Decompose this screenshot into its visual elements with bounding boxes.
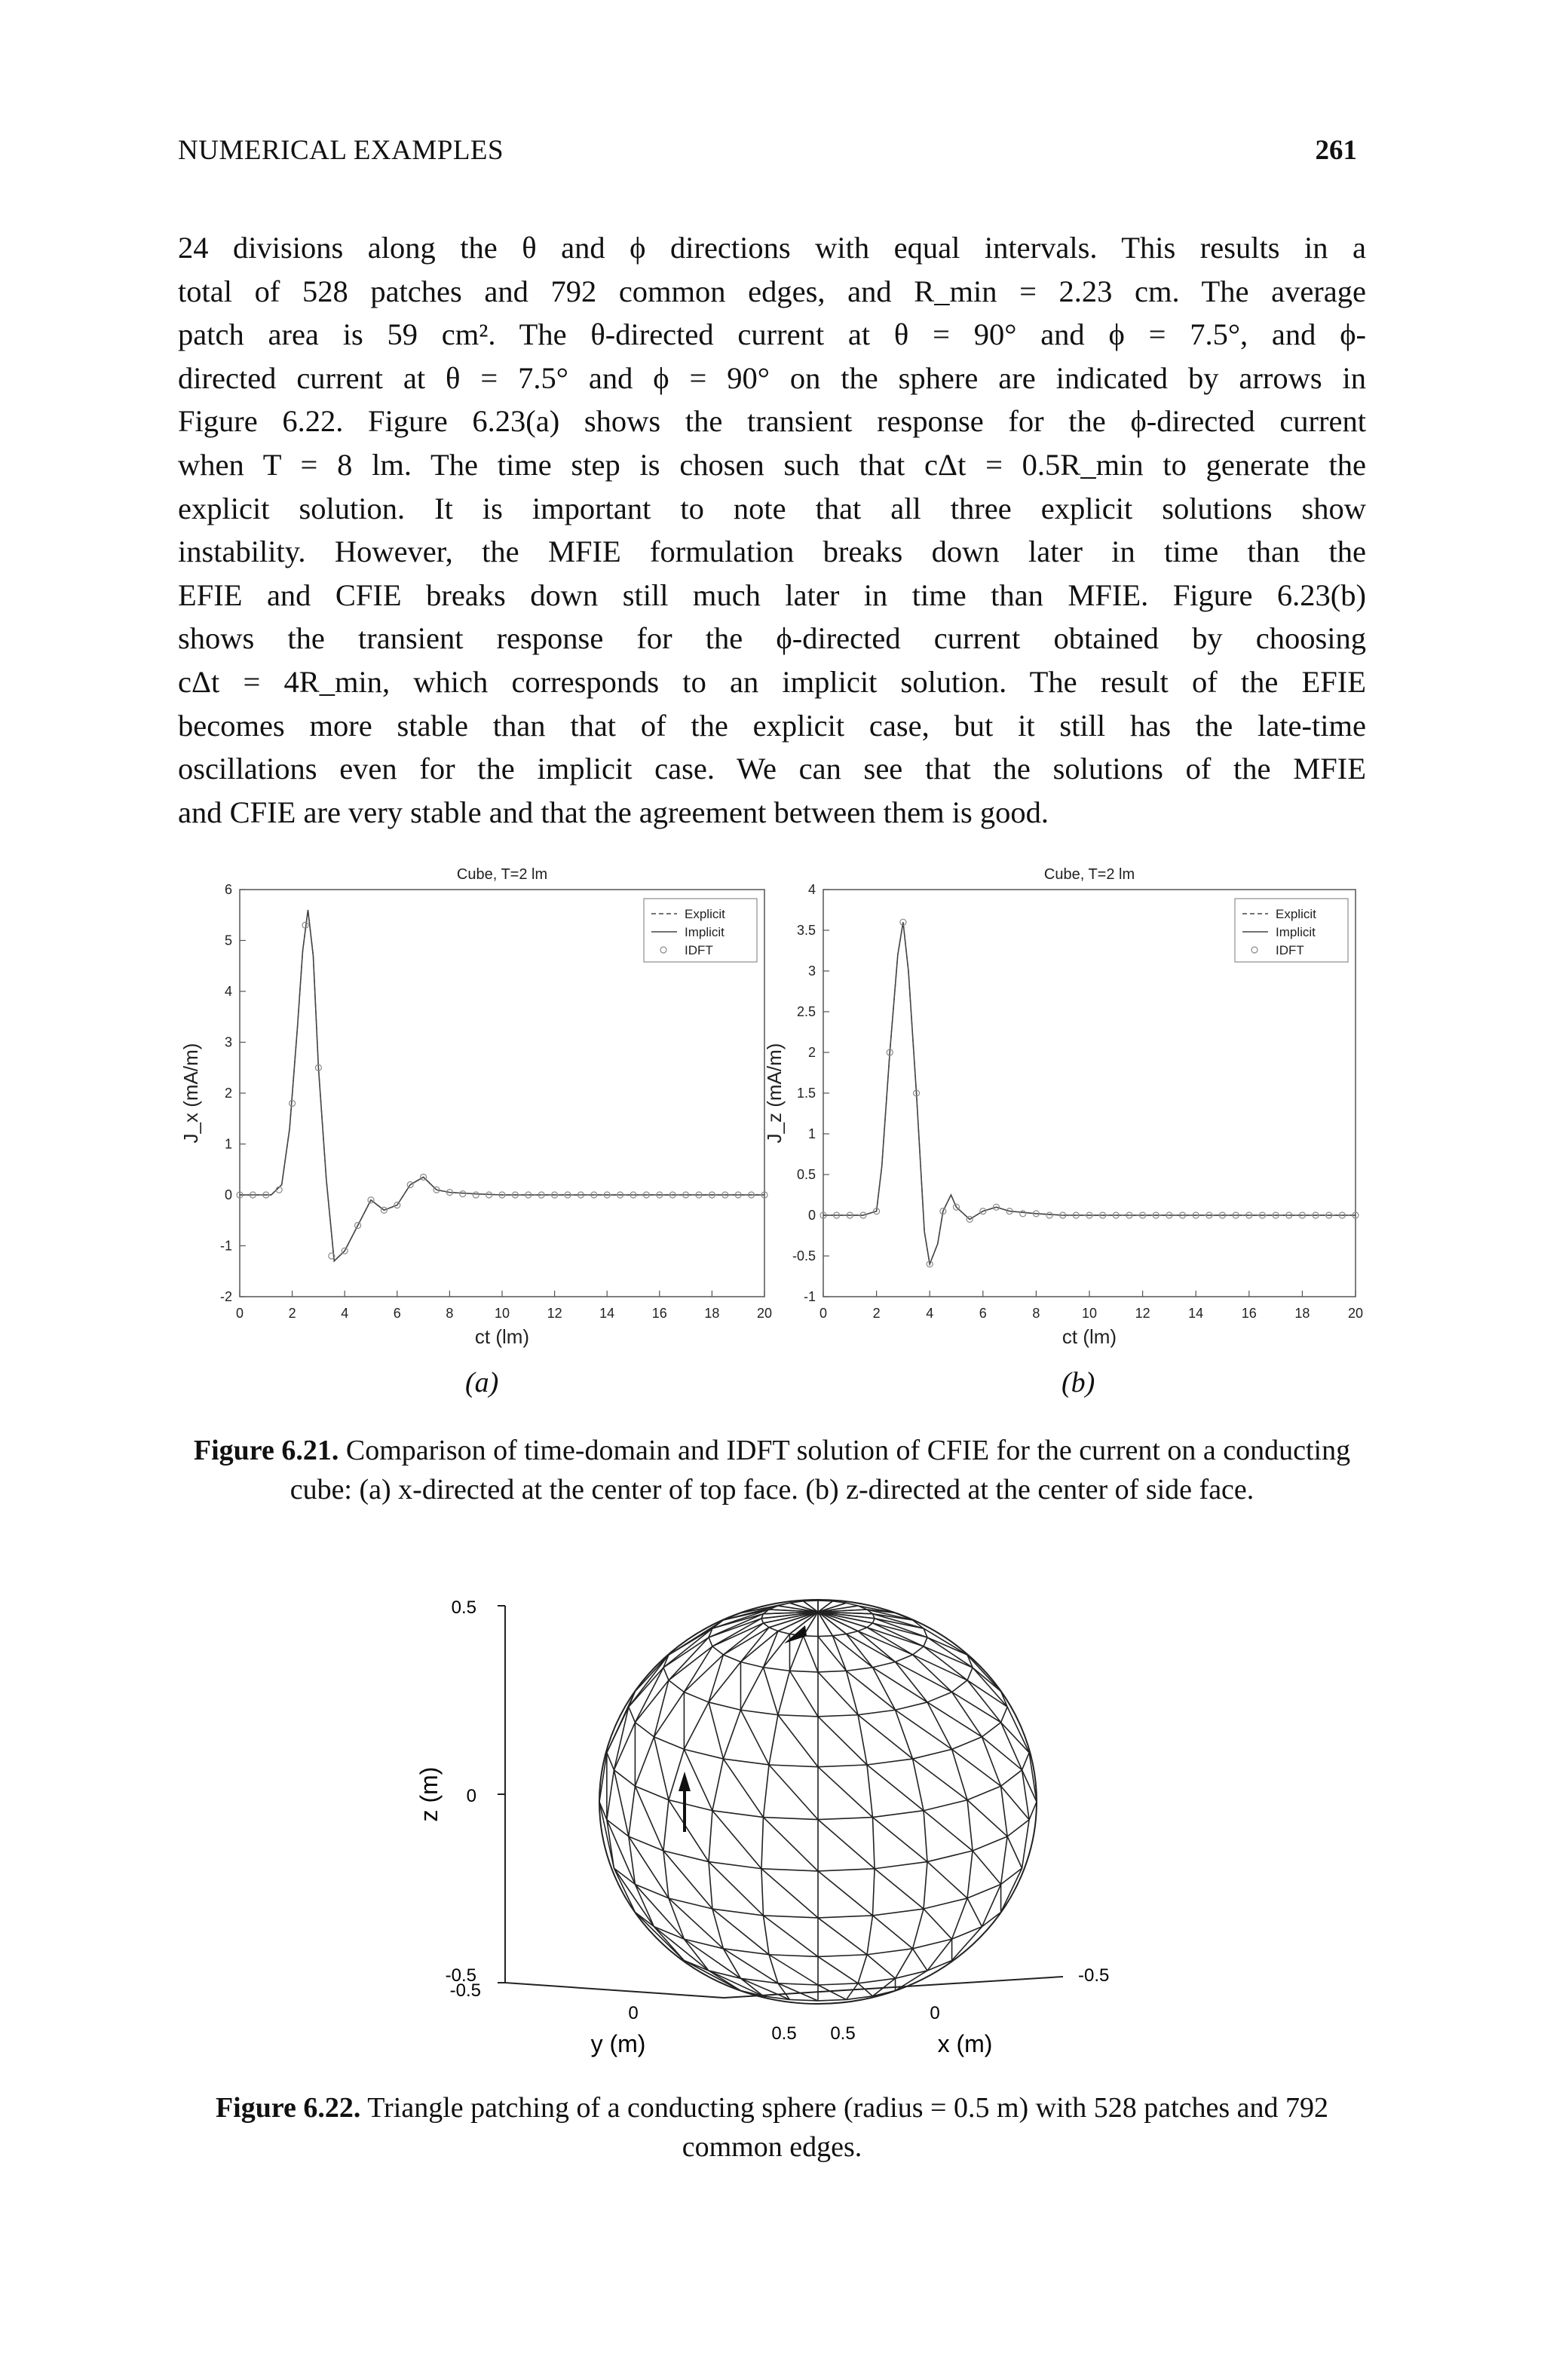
mesh-diagonal bbox=[723, 1759, 763, 1818]
mesh-diagonal bbox=[973, 1851, 1001, 1885]
mesh-edge bbox=[818, 1983, 858, 1985]
legend-entry: Implicit bbox=[685, 925, 725, 939]
mesh-diagonal bbox=[684, 1749, 712, 1810]
x-tick-label: 8 bbox=[446, 1306, 454, 1321]
mesh-diagonal bbox=[818, 1820, 875, 1869]
mesh-diagonal bbox=[663, 1628, 712, 1668]
y-tick-label: 3 bbox=[224, 1034, 232, 1050]
mesh-edge bbox=[873, 1818, 875, 1869]
x-tick-label: 2 bbox=[288, 1306, 296, 1321]
y-tick-label: 5 bbox=[224, 933, 232, 948]
mesh-diagonal bbox=[712, 1811, 761, 1869]
mesh-edge bbox=[896, 1971, 927, 1978]
mesh-edge bbox=[913, 1749, 952, 1759]
mesh-edge bbox=[913, 1646, 924, 1655]
mesh-diagonal bbox=[867, 1955, 896, 1979]
mesh-diagonal bbox=[927, 1862, 967, 1898]
mesh-edge bbox=[873, 1869, 875, 1916]
figure-6-22-caption-label: Figure 6.22. bbox=[215, 2092, 361, 2124]
mesh-edge bbox=[858, 1955, 867, 1983]
mesh-diagonal bbox=[927, 1637, 967, 1655]
body-line: directed current at θ = 7.5° and ϕ = 90° on the sphere are indicated by arrows in bbox=[178, 360, 1366, 395]
mesh-edge bbox=[896, 1971, 927, 1991]
figure-6-21a-chart bbox=[178, 859, 781, 1357]
mesh-edge bbox=[847, 1983, 859, 2000]
series-implicit-line bbox=[240, 910, 764, 1261]
y-tick-mid: 0 bbox=[628, 2003, 639, 2023]
x-tick-mid: 0 bbox=[930, 2003, 940, 2023]
mesh-edge bbox=[924, 1637, 927, 1646]
mesh-edge bbox=[1022, 1820, 1030, 1868]
mesh-diagonal bbox=[629, 1836, 669, 1898]
chart-title: Cube, T=2 lm bbox=[456, 866, 548, 883]
y-axis-label: J_x (mA/m) bbox=[179, 1043, 202, 1144]
mesh-edge bbox=[982, 1723, 1001, 1737]
mesh-edge bbox=[709, 1862, 761, 1869]
x-tick-label: 16 bbox=[651, 1306, 667, 1321]
mesh-edge bbox=[684, 1692, 709, 1702]
x-tick-left: 0.5 bbox=[830, 2023, 856, 2044]
x-tick-label: 14 bbox=[599, 1306, 615, 1321]
series-idft-point bbox=[473, 1192, 479, 1198]
figure-6-22-sphere-plot bbox=[392, 1583, 1161, 2066]
x-tick-label: 16 bbox=[1241, 1306, 1257, 1321]
mesh-edge bbox=[709, 1637, 712, 1646]
mesh-edge bbox=[858, 1628, 867, 1631]
mesh-edge bbox=[614, 1868, 635, 1912]
x-tick-label: 18 bbox=[704, 1306, 720, 1321]
body-line: total of 528 patches and 792 common edges, and R_min = 2.23 cm. The average bbox=[178, 274, 1366, 308]
mesh-diagonal bbox=[818, 1956, 858, 1983]
mesh-edge bbox=[847, 1631, 859, 1634]
x-tick-label: 10 bbox=[1081, 1306, 1098, 1321]
mesh-edge bbox=[778, 1671, 790, 1714]
mesh-edge bbox=[952, 1737, 982, 1749]
mesh-edge bbox=[867, 1765, 872, 1818]
mesh-edge bbox=[924, 1862, 927, 1909]
mesh-edge bbox=[635, 1723, 654, 1737]
body-line: EFIE and CFIE breaks down still much later in time than MFIE. Figure 6.23(b) bbox=[178, 577, 1366, 612]
mesh-diagonal bbox=[873, 1818, 928, 1862]
y-axis-label: J_z (mA/m) bbox=[763, 1043, 786, 1144]
mesh-edge bbox=[712, 1909, 723, 1949]
mesh-edge bbox=[967, 1800, 973, 1851]
mesh-edge bbox=[927, 1692, 952, 1702]
mesh-diagonal bbox=[967, 1800, 1007, 1836]
legend-entry: IDFT bbox=[1276, 943, 1304, 957]
mesh-edge bbox=[764, 1623, 769, 1628]
mesh-edge bbox=[952, 1898, 967, 1939]
mesh-edge bbox=[1001, 1868, 1022, 1912]
mesh-edge bbox=[712, 1811, 764, 1818]
mesh-edge bbox=[1001, 1707, 1008, 1723]
mesh-edge bbox=[764, 1916, 819, 1918]
mesh-edge bbox=[669, 1749, 684, 1800]
mesh-diagonal bbox=[789, 1671, 818, 1717]
mesh-edge bbox=[663, 1668, 669, 1680]
y-tick-right: 0.5 bbox=[771, 2023, 797, 2044]
mesh-edge bbox=[927, 1851, 973, 1862]
mesh-edge bbox=[764, 1818, 819, 1820]
mesh-edge bbox=[867, 1916, 872, 1955]
mesh-edge bbox=[873, 1662, 896, 1667]
mesh-diagonal bbox=[769, 1955, 818, 1985]
body-line: oscillations even for the implicit case. We can see that the solutions of the MFIE bbox=[178, 752, 1366, 786]
mesh-edge bbox=[761, 1619, 764, 1623]
mesh-edge bbox=[709, 1971, 740, 1991]
sphere-triangle-mesh bbox=[599, 1600, 1037, 2004]
mesh-edge bbox=[818, 1916, 873, 1918]
mesh-edge bbox=[761, 1818, 764, 1869]
mesh-diagonal bbox=[873, 1668, 928, 1702]
x-tick-label: 12 bbox=[1135, 1306, 1150, 1321]
x-axis-label: ct (lm) bbox=[1062, 1325, 1117, 1348]
mesh-edge bbox=[832, 1634, 846, 1635]
y-tick-label: 3.5 bbox=[796, 923, 816, 938]
mesh-diagonal bbox=[1007, 1836, 1022, 1868]
mesh-diagonal bbox=[764, 1916, 819, 1957]
mesh-edge bbox=[764, 1765, 769, 1818]
mesh-edge bbox=[635, 1737, 654, 1786]
y-tick-label: 1.5 bbox=[796, 1086, 816, 1101]
series-explicit-line bbox=[240, 910, 764, 1261]
theta-current-arrow bbox=[679, 1772, 691, 1832]
mesh-edge bbox=[924, 1898, 967, 1909]
mesh-edge bbox=[769, 1715, 778, 1765]
z-tick-bottom: -0.5 bbox=[445, 1965, 476, 1986]
mesh-edge bbox=[761, 1869, 818, 1871]
mesh-edge bbox=[818, 1715, 858, 1717]
mesh-edge bbox=[913, 1909, 924, 1949]
mesh-edge bbox=[654, 1927, 685, 1961]
mesh-diagonal bbox=[867, 1628, 924, 1646]
mesh-edge bbox=[818, 1999, 847, 2001]
y-tick-label: -0.5 bbox=[792, 1248, 816, 1264]
mesh-diagonal bbox=[847, 1634, 896, 1662]
mesh-diagonal bbox=[927, 1702, 982, 1737]
y-tick-label: 0.5 bbox=[796, 1167, 816, 1182]
mesh-edge bbox=[1001, 1836, 1008, 1885]
subfigure-b-label: (b) bbox=[1062, 1367, 1095, 1398]
y-tick-label: 2 bbox=[807, 1045, 816, 1060]
mesh-edge bbox=[867, 1623, 872, 1628]
mesh-edge bbox=[1022, 1753, 1030, 1770]
x-tick-label: 6 bbox=[979, 1306, 987, 1321]
mesh-edge bbox=[875, 1862, 927, 1869]
body-line: 24 divisions along the θ and ϕ directions with equal intervals. This results in a bbox=[178, 231, 1366, 265]
mesh-diagonal bbox=[875, 1869, 924, 1909]
x-tick-right: -0.5 bbox=[1078, 1965, 1110, 1986]
body-line: explicit solution. It is important to note that all three explicit solutions show bbox=[178, 491, 1366, 525]
mesh-edge bbox=[1007, 1820, 1029, 1836]
mesh-edge bbox=[769, 1765, 818, 1767]
x-tick-label: 0 bbox=[819, 1306, 828, 1321]
mesh-edge bbox=[709, 1662, 740, 1702]
mesh-edge bbox=[789, 1999, 818, 2001]
mesh-edge bbox=[952, 1749, 967, 1800]
mesh-diagonal bbox=[723, 1949, 777, 1983]
running-head: NUMERICAL EXAMPLES bbox=[178, 135, 504, 166]
chart-title: Cube, T=2 lm bbox=[1043, 866, 1135, 883]
body-line: becomes more stable than that of the explicit case, but it still has the late-time bbox=[178, 708, 1366, 743]
mesh-edge bbox=[769, 1628, 778, 1631]
series-explicit-line bbox=[823, 922, 1356, 1264]
y-tick-label: -2 bbox=[219, 1289, 232, 1304]
body-line: shows the transient response for the ϕ-directed current obtained by choosing bbox=[178, 621, 1366, 656]
x-axis-label: ct (lm) bbox=[474, 1325, 530, 1348]
mesh-edge bbox=[1001, 1786, 1008, 1836]
mesh-edge bbox=[952, 1680, 967, 1692]
mesh-edge bbox=[873, 1909, 924, 1916]
x-tick-label: 18 bbox=[1294, 1306, 1310, 1321]
body-line: and CFIE are very stable and that the agreement between them is good. bbox=[178, 795, 1049, 829]
mesh-edge bbox=[740, 1662, 763, 1667]
mesh-diagonal bbox=[804, 1636, 818, 1672]
mesh-diagonal bbox=[669, 1898, 724, 1949]
mesh-diagonal bbox=[924, 1909, 952, 1939]
y-tick-label: 3 bbox=[807, 963, 816, 979]
mesh-diagonal bbox=[778, 1715, 818, 1767]
mesh-edge bbox=[709, 1702, 740, 1710]
body-line: patch area is 59 cm². The θ-directed current at θ = 90° and ϕ = 7.5°, and ϕ- bbox=[178, 317, 1366, 352]
mesh-diagonal bbox=[973, 1668, 1001, 1692]
mesh-edge bbox=[740, 1668, 763, 1710]
mesh-edge bbox=[967, 1668, 973, 1680]
x-tick-label: 4 bbox=[926, 1306, 934, 1321]
legend-entry: IDFT bbox=[685, 943, 713, 957]
body-line: instability. However, the MFIE formulation breaks down later in time than the bbox=[178, 535, 1366, 569]
mesh-edge bbox=[818, 1869, 875, 1871]
mesh-edge bbox=[896, 1655, 913, 1662]
mesh-diagonal bbox=[818, 1918, 867, 1955]
x-tick-label: 20 bbox=[756, 1306, 773, 1321]
mesh-edge bbox=[967, 1786, 1001, 1800]
figure-6-21-caption bbox=[178, 1431, 1366, 1509]
mesh-edge bbox=[973, 1836, 1007, 1851]
legend-entry: Explicit bbox=[685, 907, 725, 921]
y-tick-label: 6 bbox=[224, 882, 232, 897]
y-tick-left: -0.5 bbox=[449, 1980, 481, 2001]
mesh-diagonal bbox=[924, 1646, 973, 1668]
mesh-edge bbox=[629, 1786, 636, 1836]
y-tick-label: 1 bbox=[224, 1136, 232, 1152]
series-implicit-line bbox=[823, 922, 1356, 1264]
mesh-edge bbox=[927, 1702, 952, 1749]
mesh-diagonal bbox=[709, 1702, 723, 1759]
mesh-edge bbox=[952, 1927, 982, 1961]
mesh-diagonal bbox=[967, 1898, 982, 1927]
mesh-edge bbox=[867, 1759, 913, 1765]
y-tick-label: 4 bbox=[224, 984, 232, 999]
mesh-edge bbox=[952, 1692, 982, 1736]
mesh-diagonal bbox=[924, 1811, 973, 1851]
mesh-diagonal bbox=[629, 1655, 669, 1707]
mesh-edge bbox=[778, 1631, 790, 1634]
y-tick-label: 4 bbox=[807, 882, 816, 897]
z-axis-label: z (m) bbox=[415, 1766, 443, 1822]
mesh-edge bbox=[873, 1811, 924, 1818]
mesh-edge bbox=[654, 1737, 685, 1749]
mesh-edge bbox=[1001, 1770, 1022, 1786]
mesh-edge bbox=[723, 1759, 769, 1765]
mesh-edge bbox=[867, 1949, 913, 1955]
x-tick-label: 12 bbox=[547, 1306, 562, 1321]
mesh-edge bbox=[709, 1811, 712, 1862]
mesh-edge bbox=[789, 1671, 818, 1672]
mesh-edge bbox=[712, 1646, 723, 1655]
y-axis-label: y (m) bbox=[590, 2030, 646, 2057]
x-tick-label: 8 bbox=[1032, 1306, 1040, 1321]
legend-entry: Explicit bbox=[1276, 907, 1316, 921]
mesh-edge bbox=[764, 1668, 790, 1671]
z-tick-mid: 0 bbox=[466, 1786, 476, 1806]
x-axis-label: x (m) bbox=[937, 2030, 993, 2057]
mesh-diagonal bbox=[761, 1869, 818, 1918]
body-paragraph bbox=[178, 226, 1366, 834]
x-tick-label: 20 bbox=[1347, 1306, 1364, 1321]
body-line: Figure 6.22. Figure 6.23(a) shows the transient response for the ϕ-directed current bbox=[178, 404, 1366, 439]
mesh-diagonal bbox=[952, 1692, 1001, 1722]
y-tick-label: 1 bbox=[807, 1126, 816, 1141]
figure-6-21b-chart bbox=[761, 859, 1380, 1357]
y-tick-label: -1 bbox=[803, 1289, 816, 1304]
mesh-edge bbox=[913, 1655, 952, 1692]
mesh-diagonal bbox=[858, 1631, 913, 1655]
mesh-diagonal bbox=[740, 1628, 769, 1662]
mesh-edge bbox=[740, 1710, 777, 1714]
mesh-edge bbox=[709, 1862, 712, 1909]
mesh-diagonal bbox=[740, 1710, 769, 1765]
mesh-diagonal bbox=[818, 1871, 873, 1916]
mesh-edge bbox=[684, 1702, 709, 1749]
mesh-edge bbox=[858, 1710, 895, 1714]
mesh-edge bbox=[723, 1710, 740, 1759]
mesh-edge bbox=[858, 1631, 895, 1662]
figure-6-22-caption-text: Triangle patching of a conducting sphere (radius = 0.5 m) with 528 patches and 792 common edges. bbox=[367, 2092, 1329, 2163]
mesh-edge bbox=[789, 1636, 803, 1671]
phi-current-arrow bbox=[784, 1625, 807, 1643]
mesh-diagonal bbox=[896, 1710, 952, 1749]
mesh-edge bbox=[629, 1707, 636, 1723]
x-tick-label: 4 bbox=[341, 1306, 349, 1321]
figure-6-21-caption-label: Figure 6.21. bbox=[193, 1435, 339, 1466]
mesh-diagonal bbox=[764, 1818, 819, 1871]
y-tick-label: -1 bbox=[219, 1238, 232, 1254]
mesh-edge bbox=[847, 1634, 873, 1667]
mesh-edge bbox=[712, 1759, 723, 1811]
mesh-edge bbox=[818, 1955, 867, 1957]
mesh-edge bbox=[818, 1818, 873, 1820]
z-tick-top: 0.5 bbox=[451, 1597, 476, 1618]
mesh-edge bbox=[896, 1662, 927, 1702]
mesh-diagonal bbox=[709, 1862, 764, 1916]
x-tick-label: 10 bbox=[494, 1306, 510, 1321]
x-tick-label: 2 bbox=[872, 1306, 881, 1321]
x-tick-label: 6 bbox=[393, 1306, 401, 1321]
subfigure-a-label: (a) bbox=[465, 1367, 499, 1398]
mesh-edge bbox=[764, 1916, 769, 1955]
mesh-edge bbox=[896, 1702, 927, 1710]
mesh-edge bbox=[778, 1983, 818, 1985]
mesh-edge bbox=[769, 1955, 818, 1957]
mesh-edge bbox=[873, 1619, 875, 1623]
body-line: cΔt = 4R_min, which corresponds to an implicit solution. The result of the EFIE bbox=[178, 664, 1366, 699]
mesh-diagonal bbox=[818, 1767, 873, 1818]
mesh-diagonal bbox=[818, 1637, 847, 1671]
mesh-edge bbox=[873, 1668, 896, 1710]
mesh-diagonal bbox=[913, 1949, 927, 1971]
series-idft-point bbox=[1020, 1211, 1026, 1217]
mesh-edge bbox=[967, 1851, 973, 1898]
mesh-edge bbox=[669, 1898, 684, 1939]
page-number: 261 bbox=[1315, 135, 1357, 166]
mesh-edge bbox=[924, 1811, 927, 1862]
mesh-diagonal bbox=[913, 1759, 968, 1800]
mesh-diagonal bbox=[669, 1800, 709, 1862]
mesh-edge bbox=[778, 1715, 818, 1717]
mesh-edge bbox=[723, 1655, 740, 1662]
mesh-edge bbox=[669, 1680, 684, 1692]
y-tick-label: 2.5 bbox=[796, 1004, 816, 1019]
mesh-diagonal bbox=[769, 1765, 818, 1820]
mesh-diagonal bbox=[614, 1707, 628, 1770]
mesh-edge bbox=[663, 1851, 709, 1862]
mesh-edge bbox=[896, 1949, 913, 1978]
mesh-diagonal bbox=[654, 1737, 669, 1800]
mesh-edge bbox=[818, 1765, 867, 1767]
figure-6-21-caption-text: Comparison of time-domain and IDFT solution of CFIE for the current on a conducting cube: (a) x-directed at the center of top face. (b) z-directed at the center of side face. bbox=[290, 1435, 1351, 1505]
mesh-diagonal bbox=[764, 1668, 778, 1715]
legend-entry: Implicit bbox=[1276, 925, 1316, 939]
body-line: when T = 8 lm. The time step is chosen such that cΔt = 0.5R_min to generate the bbox=[178, 447, 1366, 482]
mesh-edge bbox=[818, 1671, 847, 1672]
mesh-edge bbox=[847, 1668, 873, 1671]
mesh-edge bbox=[761, 1869, 764, 1916]
mesh-edge bbox=[764, 1634, 790, 1667]
mesh-edge bbox=[654, 1692, 685, 1736]
x-tick-label: 14 bbox=[1188, 1306, 1204, 1321]
series-idft-point bbox=[1046, 1212, 1052, 1218]
mesh-edge bbox=[663, 1800, 669, 1851]
mesh-edge bbox=[723, 1949, 740, 1978]
y-tick-label: 0 bbox=[224, 1187, 232, 1202]
mesh-diagonal bbox=[873, 1916, 913, 1949]
figure-6-22-caption bbox=[178, 2088, 1366, 2167]
mesh-edge bbox=[924, 1800, 967, 1811]
mesh-edge bbox=[818, 1636, 832, 1637]
series-idft-point bbox=[460, 1191, 466, 1197]
y-tick-label: 2 bbox=[224, 1086, 232, 1101]
x-tick-label: 0 bbox=[235, 1306, 244, 1321]
y-tick-label: 0 bbox=[807, 1208, 816, 1223]
mesh-edge bbox=[607, 1753, 614, 1770]
mesh-edge bbox=[607, 1770, 614, 1820]
mesh-edge bbox=[684, 1749, 723, 1759]
